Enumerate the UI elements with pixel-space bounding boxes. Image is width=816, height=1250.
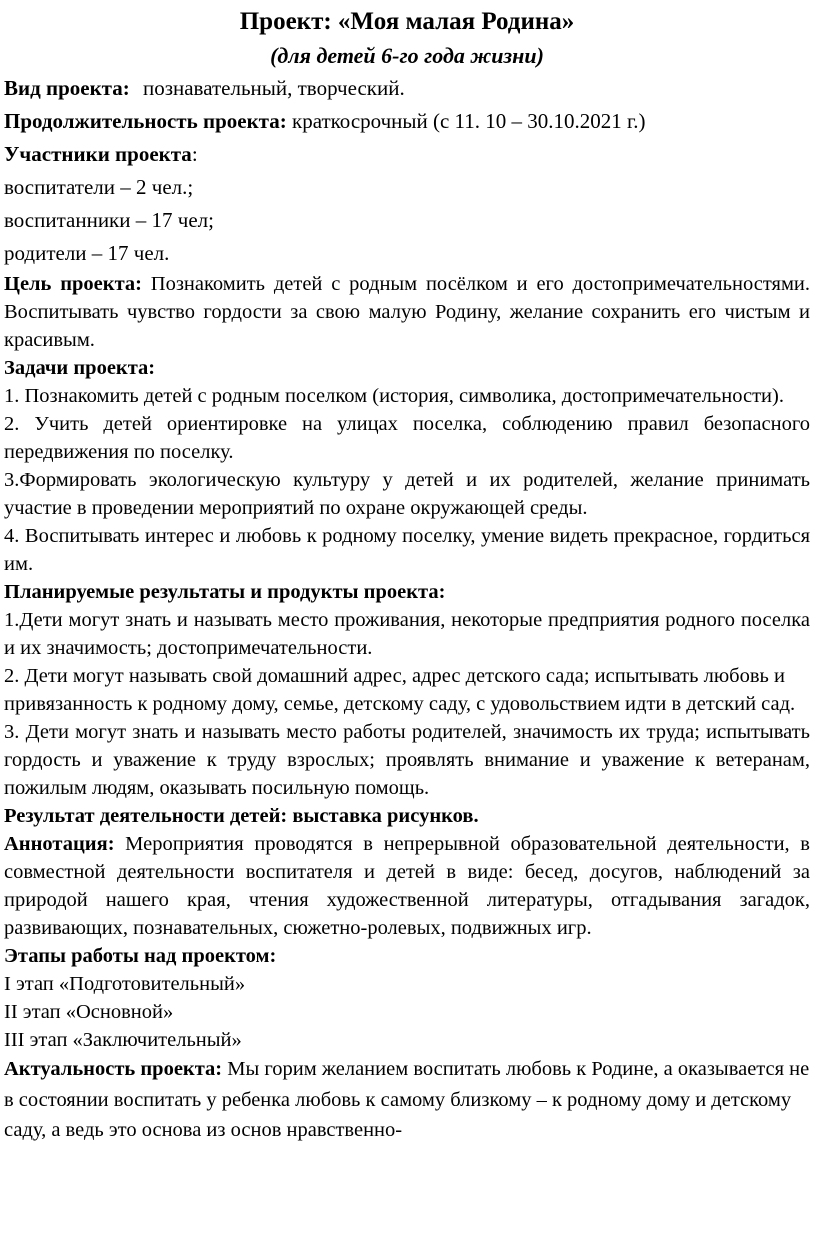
annotation-paragraph	[4, 830, 810, 942]
goal-value: Познакомить детей с родным посёлком и его достопримечательностями. Воспитывать чувство гордости за свою малую Родину, желание сохранить его чистым и красивым.	[4, 273, 811, 351]
results-heading	[4, 578, 810, 606]
participants-item-children: воспитанники – 17 чел;	[4, 208, 214, 232]
relevance-paragraph	[4, 1054, 810, 1146]
stages-heading	[4, 942, 810, 970]
project-type-label: Вид проекта:	[4, 76, 130, 100]
participants-colon: :	[191, 142, 198, 166]
task-item-2: 2. Учить детей ориентировке на улицах поселка, соблюдению правил безопасного передвижения по поселку.	[4, 413, 810, 463]
annotation-label: Аннотация:	[4, 833, 115, 855]
task-item-4: 4. Воспитывать интерес и любовь к родному поселку, умение видеть прекрасное, гордиться им.	[4, 525, 810, 575]
task-item-1: 1. Познакомить детей с родным поселком (история, символика, достопримечательности).	[4, 385, 784, 407]
participants-label: Участники проекта	[4, 142, 192, 166]
participants-item-parents: родители – 17 чел.	[4, 241, 170, 265]
project-duration-line	[4, 105, 810, 138]
stage-item-3: III этап «Заключительный»	[4, 1029, 242, 1051]
annotation-value: Мероприятия проводятся в непрерывной образовательной деятельности, в совместной деятельности воспитателя и детей в виде: бесед, досугов, наблюдений за природой нашего края, чтения художественной литературы, отгадывания загадок, развивающих, познавательных, сюжетно-ролевых, подвижных игр.	[4, 833, 810, 939]
results-label: Планируемые результаты и продукты проекта:	[4, 581, 446, 603]
outcome-line	[4, 802, 810, 830]
project-duration-value: краткосрочный (с 11. 10 – 30.10.2021 г.)	[292, 109, 646, 133]
doc-title: Проект: «Моя малая Родина»	[239, 8, 575, 35]
task-item-3: 3.Формировать экологическую культуру у детей и их родителей, желание принимать участие в проведении мероприятий по охране окружающей среды.	[4, 469, 810, 519]
goal-label: Цель проекта:	[4, 273, 142, 295]
stage-item-2: II этап «Основной»	[4, 1001, 174, 1023]
stage-item-1: I этап «Подготовительный»	[4, 973, 246, 995]
relevance-label: Актуальность проекта:	[4, 1058, 223, 1080]
result-item-1: 1.Дети могут знать и называть место проживания, некоторые предприятия родного поселка и их значимость; достопримечательности.	[4, 609, 810, 659]
tasks-heading	[4, 354, 810, 382]
result-item-2: 2. Дети могут называть свой домашний адрес, адрес детского сада; испытывать любовь и привязанность к родному дому, семье, детскому саду, с удовольствием идти в детский сад.	[4, 665, 796, 715]
doc-subtitle: (для детей 6-го года жизни)	[270, 43, 544, 68]
relevance-value: Мы горим желанием воспитать любовь к Родине, а оказывается не в состоянии воспитать у ребенка любовь к самому близкому – к родному дому и детскому саду, а ведь это основа из основ нравственно-	[4, 1058, 810, 1141]
project-duration-label: Продолжительность проекта:	[4, 109, 287, 133]
participants-heading	[4, 138, 810, 171]
participants-item-teachers: воспитатели – 2 чел.;	[4, 175, 194, 199]
project-type-line	[4, 72, 810, 105]
result-item-3: 3. Дети могут знать и называть место работы родителей, значимость их труда; испытывать гордость и уважение к труду взрослых; проявлять внимание и уважение к ветеранам, пожилым людям, оказывать посильную помощь.	[4, 721, 810, 799]
goal-paragraph	[4, 270, 810, 354]
project-type-value: познавательный, творческий.	[142, 76, 405, 100]
tasks-label: Задачи проекта:	[4, 357, 156, 379]
outcome-text: Результат деятельности детей: выставка рисунков.	[4, 805, 479, 827]
stages-label: Этапы работы над проектом:	[4, 945, 277, 967]
